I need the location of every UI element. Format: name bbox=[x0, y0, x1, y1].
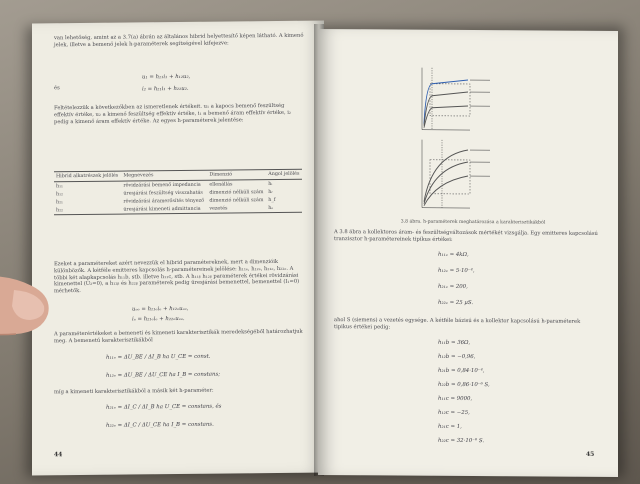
value-h21c: h₂₁c = 1, bbox=[438, 423, 462, 430]
table-cell: dimenzió nélküli szám bbox=[209, 189, 264, 196]
table-cell: rövidzárási bemenő impedancia bbox=[123, 182, 201, 189]
left-paragraph-2: Ezeket a paramétereket azért nevezzük el hibrid paramétereknek, mert a dimenzióik különbözők. A kétféle emitteres kapcsolás h-paramétereinek jelölése: h₁₁ₑ, h₁₂ₑ, h₂₁ₑ, h₂₂ₑ. A többi két alapkapcsolás h₁₁b, stb. illetve h₁₁c, stb. A h₁₁ᵦ h₁₂ᵦ paraméterek értékei rövidzárási kimenettel (U₂=0), a h₁₂ᵦ és h₂₂ᵦ paraméterek pedig üresjárási bemenettel, bemenettel (I₁=0) mérhetők. bbox=[54, 258, 300, 295]
characteristic-curves-figure bbox=[410, 64, 510, 219]
table-header: Angol jelölés bbox=[266, 169, 302, 179]
table-cell: h₂₂ bbox=[54, 206, 121, 215]
value-h21e: h₂₁ₑ = 200, bbox=[438, 283, 468, 290]
equation-8: h₂₂ₑ = ΔI_C / ΔU_CE ha I_B = constans. bbox=[106, 421, 214, 429]
table-cell: vezetés bbox=[207, 204, 266, 213]
right-paragraph-b: ahol S (siemens) a vezetés egysége. A kétféle bázisú és a kollektor kapcsolású h-paraméterek tipikus értékei pedig: bbox=[334, 317, 581, 331]
page-number-left: 44 bbox=[54, 451, 63, 459]
figure-caption: 3.8 ábra. h-paraméterek meghatározása a karakterisztikákból bbox=[400, 219, 546, 226]
table-cell: üresjárási feszültség visszahatás bbox=[123, 190, 203, 197]
equation-3: uₑₑ = h₁₁ₑiₑ + h₁₂ₑuₑₑ, bbox=[132, 305, 189, 313]
table-cell: hᵢ bbox=[268, 181, 273, 187]
table-cell: dimenzió nélküli szám bbox=[209, 197, 264, 204]
table-cell: hₒ bbox=[266, 204, 302, 213]
table-header: Megnevezés bbox=[121, 170, 207, 181]
value-h11b: h₁₁b = 36Ω, bbox=[438, 339, 471, 347]
value-h22c: h₂₂c = 32·10⁻⁶ S. bbox=[438, 437, 485, 445]
left-intro-text: van lehetőség, amint az a 3.7(a) ábrán az általános hibrid helyettesítő képen látható. A kimenő jelek, illetve a bemenő jelek h-paraméterek segítségével kifejezve: bbox=[54, 32, 304, 49]
table-cell: h₁₂ bbox=[56, 191, 63, 197]
table-cell: üresjárási kimeneti admittancia bbox=[121, 205, 207, 214]
value-h21b: h₂₁b = 0,84·10⁻⁴, bbox=[438, 367, 485, 375]
value-h11e: h₁₁ₑ = 4kΩ, bbox=[438, 251, 469, 259]
equation-6: h₁₂ₑ = ΔU_BE / ΔU_CE ha I_B = constans; bbox=[106, 371, 221, 379]
value-h12e: h₁₂ₑ = 5·10⁻⁴, bbox=[438, 267, 475, 275]
left-paragraph-3: A paraméterértékeket a bemeneti és kimeneti karakterisztikák meredekségéből határozhatjuk meg. A bemenetű karakterisztikákból bbox=[54, 328, 303, 345]
h-parameter-table bbox=[54, 169, 302, 216]
table-header: Hibrid alkatrészek jelölés bbox=[54, 171, 121, 182]
table-row bbox=[54, 204, 302, 215]
page-number-right: 45 bbox=[586, 450, 595, 458]
equation-5: h₁₁ₑ = ΔU_BE / ΔI_B ha U_CE = const. bbox=[106, 353, 211, 361]
left-paragraph-1: Feltételezzük a következőkben az ismeretlenek értékeit. u₁ a kapocs bemenő feszültség effektív értéke, u₂ a kimenő feszültség effektív értéke, i₁ a bemenő áram effektív értéke, i₂ pedig a kimenő áram effektív értéke. Az egyes h-paraméterek jelentése: bbox=[54, 102, 292, 125]
value-h22e: h₂₂ₑ = 25 μS. bbox=[438, 299, 474, 307]
table-cell: hᵣ bbox=[268, 189, 274, 195]
equation-1: u₁ = h₁₁i₁ + h₁₂u₂, bbox=[142, 73, 191, 81]
value-h12b: h₁₂b = −0,96, bbox=[438, 353, 476, 361]
thumb-image bbox=[0, 262, 56, 358]
table-cell: h₂₁ bbox=[56, 199, 63, 205]
equation-4: iₑ = h₂₁ₑiₑ + h₂₂ₑuₑₑ. bbox=[132, 315, 185, 323]
table-header: Dimenzió bbox=[207, 170, 266, 181]
equation-7: h₂₁ₑ = ΔI_C / ΔI_B ha U_CE = constans, és bbox=[106, 403, 222, 411]
table-cell: h_f bbox=[268, 197, 276, 203]
right-intro-text: A 3.8 ábra a kollektoros áram- és feszültségváltozások mértékét vizsgálja. Egy emitteres kapcsolású tranzisztor h-paramétereinek tipikus értékei: bbox=[334, 229, 598, 243]
left-paragraph-4: míg a kimeneti karakterisztikákból a másik két h-paraméter: bbox=[54, 387, 214, 396]
table-cell: rövidzárási áramerősítés tényező bbox=[123, 198, 205, 205]
value-h22b: h₂₂b = 0,86·10⁻⁶ S, bbox=[438, 381, 490, 389]
table-cell: h₁₁ bbox=[56, 183, 63, 189]
table-cell: ellenállás bbox=[209, 181, 233, 188]
left-page bbox=[32, 20, 324, 475]
right-page bbox=[318, 29, 618, 477]
equation-2: i₂ = h₂₁i₁ + h₂₂u₂. bbox=[142, 85, 189, 93]
equation-conjunction: és bbox=[54, 85, 60, 92]
value-h11c: h₁₁c = 9000, bbox=[438, 395, 473, 403]
value-h12c: h₁₂c = −25, bbox=[438, 409, 470, 417]
